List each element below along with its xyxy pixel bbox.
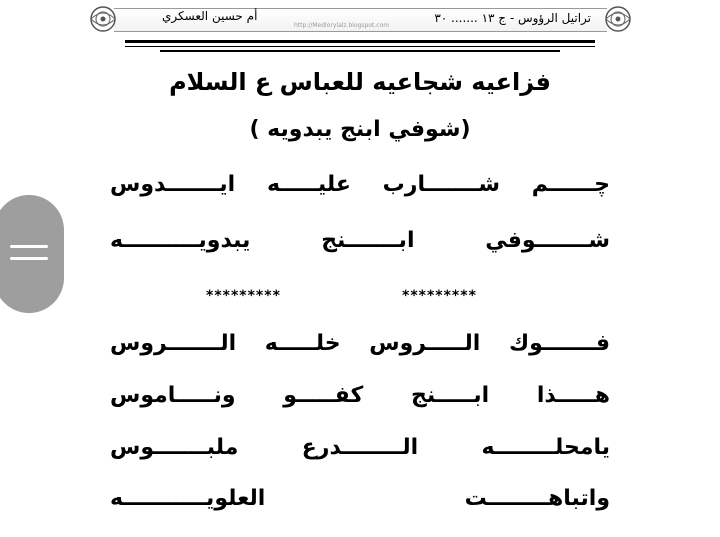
poem-subtitle: (شوفي ابنج يبدويه ) (249, 117, 471, 142)
hamburger-menu-icon (10, 257, 48, 260)
verse-line: فـــــــوك الـــــروس خلـــــه الـــــــروس (110, 331, 610, 356)
verse-line: واتباهــــــــت العلويـــــــــــه (110, 486, 610, 511)
stanza-separator: ********* (206, 288, 281, 304)
header-rule-thick (125, 40, 595, 43)
verse-line: يامحلــــــــه الــــــــدرع ملبـــــــوس (110, 435, 610, 460)
header-rule-short (160, 50, 560, 52)
ornament-right-icon (603, 4, 633, 34)
menu-button[interactable] (0, 195, 64, 313)
page-header (88, 4, 633, 34)
verse-line: چــــــم شـــــــارب عليـــــه ايـــــــدوس (110, 172, 610, 197)
poem-title: فزاعيه شجاعيه للعباس ع السلام (169, 68, 551, 96)
verse-line: شـــــــوفي ابـــــــنج يبدويــــــــــه (110, 228, 610, 253)
hamburger-menu-icon (10, 245, 48, 248)
header-title: تراتيل الرؤوس - ج ١٣ ....... ٣٠ (434, 11, 591, 25)
stanza-separator: ********* (402, 288, 477, 304)
header-author: أم حسين العسكري (162, 9, 258, 23)
header-watermark-url: http://Medlorylalz.blogspot.com (294, 22, 390, 29)
ornament-left-icon (88, 4, 118, 34)
header-rule-thin (125, 46, 595, 47)
verse-line: هـــــذا ابـــــنج كفـــــو ونـــــاموس (110, 383, 610, 408)
